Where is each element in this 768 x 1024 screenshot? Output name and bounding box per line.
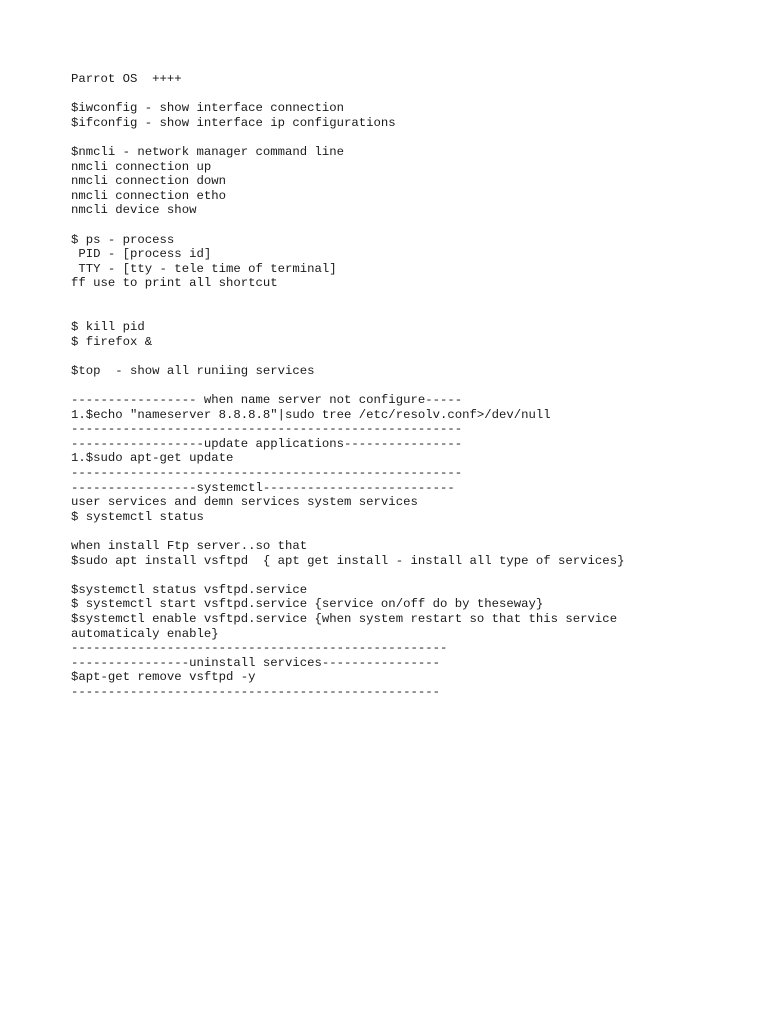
text-line: $ifconfig - show interface ip configurations [71, 115, 396, 130]
section-divider: ----------------------------------------------------- [71, 422, 463, 437]
text-line: $ systemctl start vsftpd.service {service on/off do by theseway} [71, 597, 544, 612]
text-line: ff use to print all shortcut [71, 276, 278, 291]
blank-line [71, 306, 751, 321]
blank-line [71, 378, 751, 393]
text-line: $ systemctl status [71, 509, 204, 524]
text-line: nmcli device show [71, 203, 197, 218]
text-line: $ kill pid [71, 320, 145, 335]
text-line: $ ps - process [71, 232, 175, 247]
section-divider: ----------------------------------------------------- [71, 466, 463, 481]
text-line: PID - [process id] [71, 247, 212, 262]
text-line: $ firefox & [71, 334, 153, 349]
text-line: when install Ftp server..so that [71, 539, 308, 553]
blank-line [71, 349, 751, 364]
text-line: 1.$sudo apt-get update [71, 451, 234, 466]
blank-line [71, 568, 751, 583]
section-divider: --------------------------------------------------- [71, 641, 448, 656]
text-line: user services and demn services system services [71, 495, 418, 510]
text-line: TTY - [tty - tele time of terminal] [71, 261, 337, 276]
blank-line [71, 130, 751, 145]
section-divider: -------------------------------------------------- [71, 684, 440, 699]
text-line: nmcli connection etho [71, 188, 226, 203]
text-line: 1.$echo "nameserver 8.8.8.8"|sudo tree /etc/resolv.conf>/dev/null [71, 407, 551, 422]
text-line: automaticaly enable} [71, 626, 219, 641]
text-line: $apt-get remove vsftpd -y [71, 670, 256, 685]
section-divider: ------------------update applications---------------- [71, 436, 463, 451]
section-divider: -----------------systemctl-------------------------- [71, 480, 455, 495]
blank-line [71, 291, 751, 306]
section-divider: ----------------uninstall services---------------- [71, 655, 440, 670]
blank-line [71, 218, 751, 233]
text-line: $systemctl status vsftpd.service [71, 582, 308, 597]
blank-line [71, 524, 751, 539]
text-line: $systemctl enable vsftpd.service {when system restart so that this service [71, 611, 618, 626]
text-line: nmcli connection up [71, 159, 212, 174]
section-divider: ----------------- when name server not configure----- [71, 393, 463, 408]
text-line: $sudo apt install vsftpd { apt get install - install all type of services} [71, 553, 625, 568]
text-line: $iwconfig - show interface connection [71, 101, 345, 116]
text-line: $top - show all runiing services [71, 363, 315, 378]
document-title: Parrot OS ++++ [71, 72, 182, 86]
blank-line [71, 87, 751, 102]
text-line: nmcli connection down [71, 174, 226, 189]
text-line: $nmcli - network manager command line [71, 144, 345, 159]
document-body [71, 72, 751, 700]
